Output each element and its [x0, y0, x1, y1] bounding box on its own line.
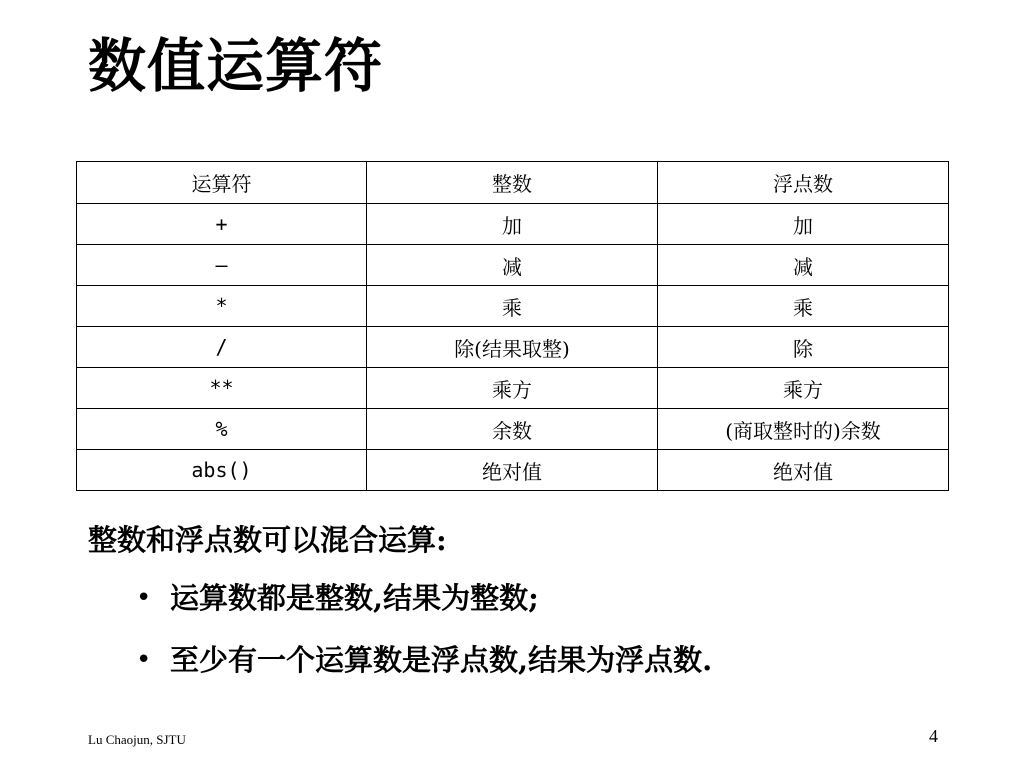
- bullet-text: 运算数都是整数,结果为整数;: [170, 581, 539, 615]
- page-number: 4: [929, 726, 938, 746]
- table-row: [77, 286, 949, 327]
- header-float: 浮点数: [658, 162, 949, 204]
- bullet-icon: •: [136, 645, 152, 675]
- bullet-icon: •: [136, 583, 152, 613]
- footer-author: Lu Chaojun, SJTU: [88, 732, 186, 747]
- operator-cell: +: [77, 204, 367, 245]
- slide-title: 数值运算符: [88, 32, 384, 100]
- operator-cell: abs(): [77, 450, 367, 491]
- float-cell: 乘方: [658, 368, 949, 409]
- table-row: [77, 368, 949, 409]
- operators-table: [76, 161, 949, 491]
- integer-cell: 除(结果取整): [367, 327, 658, 368]
- float-cell: 加: [658, 204, 949, 245]
- bullet-list: [136, 576, 712, 700]
- mixed-arithmetic-intro: 整数和浮点数可以混合运算:: [88, 523, 447, 557]
- operator-cell: %: [77, 409, 367, 450]
- integer-cell: 余数: [367, 409, 658, 450]
- integer-cell: 加: [367, 204, 658, 245]
- table-row: [77, 409, 949, 450]
- operator-cell: /: [77, 327, 367, 368]
- header-integer: 整数: [367, 162, 658, 204]
- table-row: [77, 450, 949, 491]
- float-cell: 除: [658, 327, 949, 368]
- float-cell: (商取整时的)余数: [658, 409, 949, 450]
- bullet-text: 至少有一个运算数是浮点数,结果为浮点数.: [170, 643, 713, 677]
- integer-cell: 乘方: [367, 368, 658, 409]
- table-row: [77, 204, 949, 245]
- table-row: [77, 327, 949, 368]
- float-cell: 乘: [658, 286, 949, 327]
- integer-cell: 乘: [367, 286, 658, 327]
- float-cell: 绝对值: [658, 450, 949, 491]
- table-header-row: [77, 162, 949, 204]
- bullet-item: [136, 576, 712, 638]
- bullet-item: [136, 638, 712, 700]
- integer-cell: 绝对值: [367, 450, 658, 491]
- operator-cell: *: [77, 286, 367, 327]
- table-row: [77, 245, 949, 286]
- header-operator: 运算符: [77, 162, 367, 204]
- integer-cell: 减: [367, 245, 658, 286]
- operator-cell: **: [77, 368, 367, 409]
- operator-cell: –: [77, 245, 367, 286]
- float-cell: 减: [658, 245, 949, 286]
